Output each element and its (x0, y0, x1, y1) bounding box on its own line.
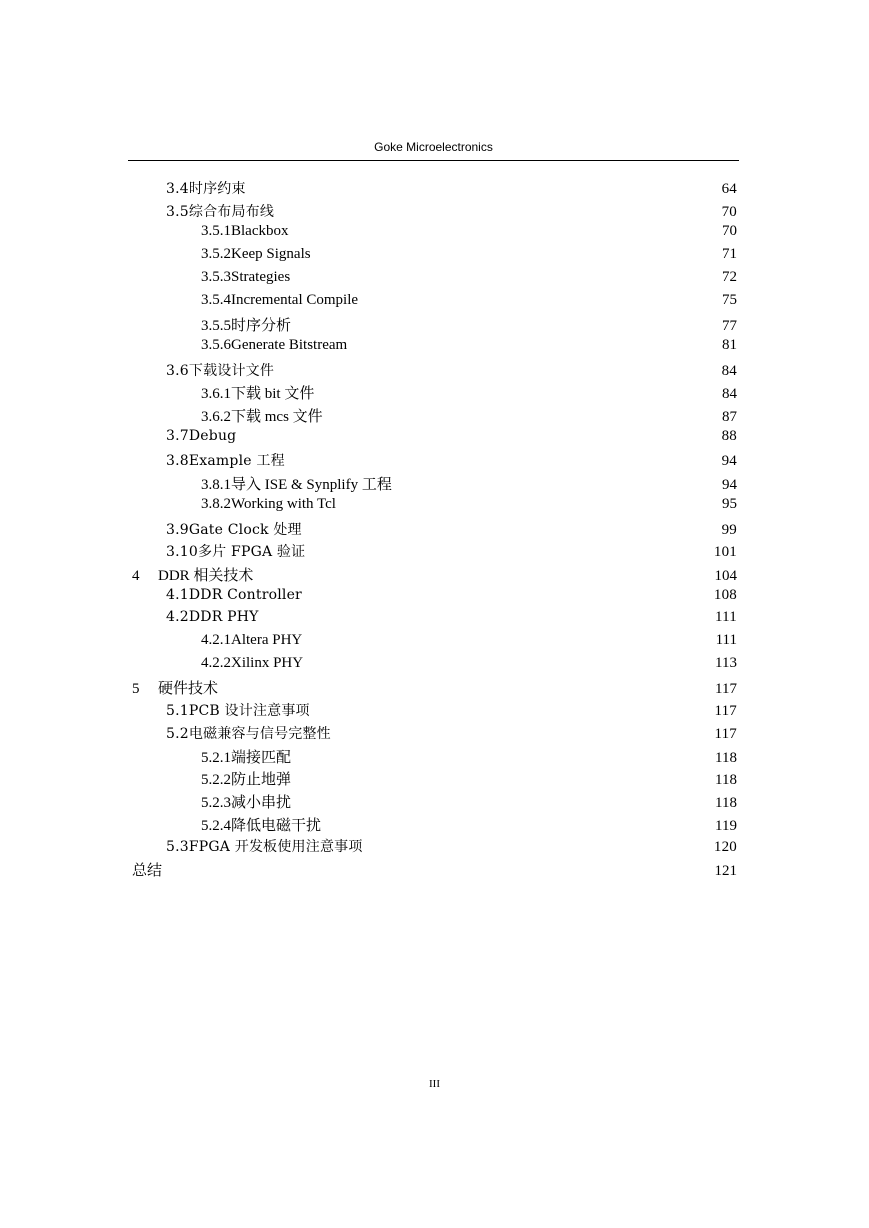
toc-entry-number: 3.8.2 (201, 495, 231, 512)
header-rule (128, 160, 739, 161)
toc-entry[interactable] (166, 201, 737, 224)
toc-entry-title: Example 工程 (188, 453, 285, 470)
toc-entry-title: 降低电磁干扰 (231, 817, 322, 834)
toc-entry-number: 3.4 (166, 181, 189, 197)
toc-entry-number: 3.6 (166, 362, 189, 379)
toc-entry-title: 总结 (132, 863, 163, 879)
toc-entry-page: 70 (721, 203, 737, 220)
toc-entry-page: 119 (715, 817, 737, 834)
toc-entry-title: 时序分析 (231, 318, 292, 335)
toc-entry-title: 导入 ISE & Synplify 工程 (231, 477, 392, 494)
toc-entry-title: 下载设计文件 (188, 362, 275, 379)
toc-entry-title: 综合布局布线 (188, 203, 275, 220)
toc-entry-title: 防止地弹 (231, 772, 292, 789)
toc-entry[interactable] (201, 337, 737, 360)
toc-entry-title: 端接匹配 (231, 749, 292, 766)
toc-entry-page: 84 (722, 386, 737, 403)
toc-entry-title: 时序约束 (188, 181, 246, 197)
toc-entry-number: 3.5.6 (201, 336, 231, 353)
toc-entry-page: 117 (714, 725, 737, 742)
toc-entry[interactable] (166, 700, 737, 723)
toc-entry-title: 下载 bit 文件 (231, 386, 315, 403)
toc-entry[interactable] (166, 178, 737, 201)
toc-entry-number: 3.5.3 (201, 268, 231, 285)
toc-entry-page: 120 (713, 839, 737, 856)
toc-entry-page: 111 (715, 609, 737, 626)
toc-entry[interactable] (201, 655, 737, 678)
toc-entry-number: 4.1 (166, 586, 189, 603)
toc-entry-number: 5 (132, 681, 140, 698)
toc-entry[interactable] (201, 292, 737, 315)
toc-entry[interactable] (201, 746, 737, 769)
toc-entry[interactable] (166, 428, 737, 451)
toc-entry-title: 电磁兼容与信号完整性 (188, 725, 331, 742)
toc-entry-number: 3.6.1 (201, 386, 231, 403)
toc-entry-number: 5.2 (166, 725, 189, 742)
toc-entry-title: DDR 相关技术 (158, 567, 254, 584)
toc-entry-title: Incremental Compile (231, 291, 359, 308)
toc-entry-title: Xilinx PHY (231, 654, 304, 671)
toc-entry-page: 113 (715, 654, 737, 671)
toc-entry-number: 4.2.2 (201, 654, 231, 671)
toc-entry-title: DDR PHY (188, 609, 259, 626)
toc-entry[interactable] (201, 496, 737, 519)
toc-entry-title: Generate Bitstream (231, 336, 348, 353)
toc-entry-number: 5.2.4 (201, 817, 231, 834)
toc-entry-title: Strategies (231, 268, 291, 285)
toc-entry-page: 81 (722, 336, 737, 353)
toc-entry-page: 104 (714, 567, 737, 584)
toc-entry-title: 下载 mcs 文件 (231, 409, 323, 425)
toc-entry[interactable] (201, 768, 737, 791)
toc-entry-title: Blackbox (231, 223, 289, 240)
toc-entry-page: 75 (722, 291, 737, 308)
toc-entry-number: 4.2 (166, 609, 189, 626)
toc-entry[interactable] (166, 609, 737, 632)
toc-entry[interactable] (166, 723, 737, 746)
toc-entry-number: 3.5.2 (201, 246, 231, 263)
toc-entry-title: Working with Tcl (231, 495, 336, 512)
toc-entry-title: PCB 设计注意事项 (188, 703, 310, 720)
toc-entry-page: 108 (713, 586, 737, 603)
toc-entry-number: 4.2.1 (201, 632, 231, 648)
toc-entry-number: 3.8 (166, 453, 189, 470)
toc-entry-page: 94 (721, 453, 737, 470)
toc-entry[interactable] (132, 859, 737, 882)
toc-entry-page: 121 (714, 863, 737, 879)
toc-entry[interactable] (201, 473, 737, 496)
toc-entry-page: 117 (715, 681, 737, 698)
toc-entry[interactable] (166, 587, 737, 610)
toc-entry[interactable] (201, 405, 737, 428)
toc-entry[interactable] (166, 836, 737, 859)
toc-entry-title: 多片 FPGA 验证 (197, 544, 306, 561)
toc-entry[interactable] (201, 632, 737, 655)
toc-entry-page: 88 (721, 427, 737, 444)
toc-entry[interactable] (201, 791, 737, 814)
toc-entry[interactable] (132, 564, 737, 587)
toc-entry-page: 117 (714, 703, 737, 720)
page-number: III (429, 1078, 440, 1090)
toc-entry-number: 3.5.4 (201, 291, 231, 308)
toc-entry-number: 3.5.5 (201, 318, 231, 335)
toc-entry-number: 3.5 (166, 203, 189, 220)
toc-entry[interactable] (132, 677, 737, 700)
toc-entry-number: 3.8.1 (201, 477, 231, 494)
toc-entry-page: 118 (715, 794, 737, 811)
toc-entry-title: Debug (188, 427, 237, 444)
toc-entry-title: 硬件技术 (158, 681, 219, 698)
toc-entry[interactable] (166, 519, 737, 542)
toc-entry-title: 减小串扰 (231, 794, 292, 811)
toc-entry-number: 3.7 (166, 427, 189, 444)
toc-entry[interactable] (201, 269, 737, 292)
toc-entry[interactable] (166, 450, 737, 473)
running-header: Goke Microelectronics (374, 140, 493, 154)
toc-entry[interactable] (166, 541, 737, 564)
toc-entry-number: 5.2.1 (201, 749, 231, 766)
toc-entry-number: 3.6.2 (201, 409, 231, 425)
toc-entry-title: DDR Controller (188, 586, 302, 603)
toc-entry[interactable] (201, 223, 737, 246)
toc-entry-page: 77 (722, 318, 737, 335)
toc-entry[interactable] (166, 360, 737, 383)
toc-entry-page: 84 (721, 362, 737, 379)
toc-entry-page: 71 (722, 246, 737, 263)
toc-entry-page: 101 (713, 544, 737, 561)
toc-entry[interactable] (201, 246, 737, 269)
toc-entry-page: 87 (722, 409, 737, 425)
toc-entry[interactable] (201, 314, 737, 337)
toc-entry-page: 94 (722, 477, 737, 494)
toc-entry-title: Gate Clock 处理 (188, 521, 302, 538)
toc-entry-page: 111 (715, 632, 737, 648)
toc-entry-page: 70 (722, 223, 737, 240)
toc-entry-page: 95 (722, 495, 737, 512)
toc-entry-number: 5.2.3 (201, 794, 231, 811)
toc-entry-number: 3.10 (166, 544, 198, 561)
toc-entry-page: 118 (715, 749, 737, 766)
toc-entry-page: 64 (721, 181, 737, 197)
toc-entry-number: 5.2.2 (201, 772, 231, 789)
toc-entry-number: 3.9 (166, 521, 189, 538)
toc-entry-number: 5.1 (166, 703, 189, 720)
toc-entry-number: 4 (132, 567, 140, 584)
toc-entry-title: FPGA 开发板使用注意事项 (188, 839, 363, 856)
toc-entry[interactable] (201, 382, 737, 405)
toc-entry-number: 5.3 (166, 839, 189, 856)
toc-entry-number: 3.5.1 (201, 223, 231, 240)
toc-entry-title: Keep Signals (231, 246, 311, 263)
toc-entry-page: 72 (722, 268, 737, 285)
toc-entry-page: 118 (715, 772, 737, 789)
toc-entry[interactable] (201, 814, 737, 837)
toc-entry-page: 99 (721, 521, 737, 538)
toc-entry-title: Altera PHY (231, 632, 303, 648)
